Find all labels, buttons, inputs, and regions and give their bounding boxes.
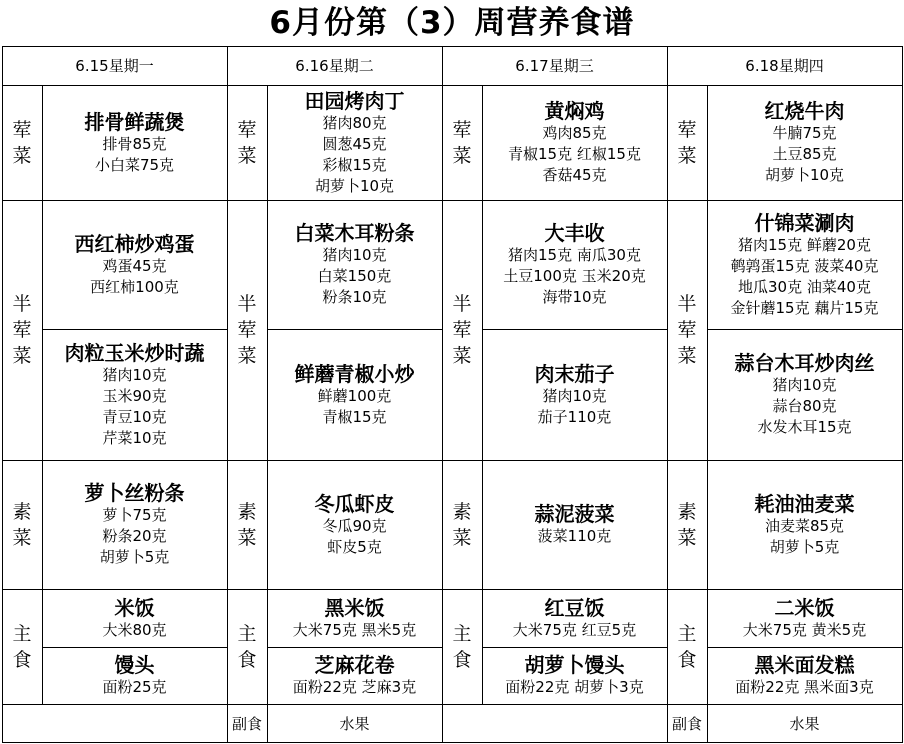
dish-cell — [707, 200, 902, 329]
dish-name: 二米饭 — [774, 595, 835, 620]
ingredient: 猪肉10克 — [102, 365, 167, 384]
category-label — [2, 85, 42, 200]
ingredient: 胡萝卜5克 — [769, 537, 840, 556]
ingredient: 青椒15克 红椒15克 — [508, 145, 641, 163]
ingredient: 猪肉10克 — [542, 386, 607, 405]
dish-name: 白菜木耳粉条 — [294, 221, 415, 245]
ingredient: 萝卜75克 — [102, 506, 167, 524]
dish-cell — [267, 589, 442, 647]
ingredient: 牛腩75克 — [772, 124, 837, 142]
ingredient: 鸡蛋45克 — [102, 256, 167, 275]
dish-cell — [482, 460, 667, 589]
dish-name: 红豆饭 — [544, 595, 605, 620]
dish-name: 冬瓜虾皮 — [314, 491, 395, 516]
category-char: 荤 — [452, 118, 472, 141]
ingredient: 土豆85克 — [772, 145, 837, 163]
category-char: 菜 — [452, 144, 472, 167]
dish-name: 肉粒玉米炒时蔬 — [64, 340, 205, 365]
category-char: 菜 — [677, 526, 697, 549]
dish-name: 大丰收 — [544, 221, 605, 245]
ingredient: 面粉22克 黑米面3克 — [735, 678, 874, 696]
ingredient: 青椒15克 — [322, 407, 387, 426]
dish-cell — [42, 329, 227, 460]
side-label — [667, 704, 707, 742]
category-char: 菜 — [12, 345, 32, 367]
day-header — [442, 46, 667, 85]
ingredient: 面粉22克 胡萝卜3克 — [505, 678, 644, 696]
day-label: 6.16星期二 — [295, 57, 374, 75]
ingredient: 白菜150克 — [317, 267, 392, 285]
category-label — [227, 85, 267, 200]
ingredient: 猪肉80克 — [322, 113, 387, 132]
dish-cell — [482, 85, 667, 200]
ingredient: 彩椒15克 — [322, 155, 387, 174]
dish-name: 萝卜丝粉条 — [84, 481, 185, 505]
category-char: 荤 — [237, 319, 257, 341]
dish-cell — [707, 647, 902, 704]
ingredient: 排骨85克 — [102, 134, 167, 153]
dish-name: 米饭 — [114, 595, 155, 620]
dish-cell — [42, 589, 227, 647]
ingredient: 鲜蘑100克 — [317, 386, 392, 405]
dish-cell — [707, 589, 902, 647]
category-char: 荤 — [677, 118, 697, 141]
side-label-text: 副食 — [671, 714, 702, 733]
dish-cell — [267, 200, 442, 329]
category-char: 半 — [237, 293, 257, 315]
dish-cell — [42, 460, 227, 589]
day-header — [667, 46, 902, 85]
category-label — [442, 460, 482, 589]
category-char: 菜 — [677, 345, 697, 367]
dish-name: 鲜蘑青椒小炒 — [294, 361, 415, 386]
category-char: 主 — [237, 622, 257, 645]
ingredient: 鸡肉85克 — [542, 124, 607, 142]
dish-name: 胡萝卜馒头 — [524, 653, 625, 677]
dish-cell — [267, 647, 442, 704]
dish-name: 芝麻花卷 — [314, 653, 395, 677]
dish-name: 排骨鲜蔬煲 — [84, 109, 185, 134]
ingredient: 大米75克 黄米5克 — [742, 620, 867, 639]
category-char: 食 — [12, 648, 32, 671]
category-char: 菜 — [237, 144, 257, 167]
category-char: 素 — [452, 500, 472, 523]
side-label — [227, 704, 267, 742]
category-char: 半 — [677, 293, 697, 315]
ingredient: 芹菜10克 — [102, 428, 167, 447]
dish-name: 黄焖鸡 — [544, 99, 605, 123]
category-char: 荤 — [12, 118, 32, 141]
ingredient: 面粉25克 — [102, 678, 167, 696]
ingredient: 猪肉10克 — [322, 246, 387, 264]
page-title: 6月份第（3）周营养食谱 — [269, 5, 635, 41]
category-label — [227, 589, 267, 704]
dish-cell — [482, 329, 667, 460]
ingredient: 小白菜75克 — [94, 155, 175, 174]
category-char: 荤 — [677, 319, 697, 341]
fruit-cell — [707, 704, 902, 742]
ingredient: 胡萝卜10克 — [314, 176, 395, 195]
dish-name: 耗油油麦菜 — [754, 491, 855, 516]
dish-cell — [267, 85, 442, 200]
category-char: 素 — [12, 500, 32, 523]
dish-name: 红烧牛肉 — [764, 99, 845, 123]
ingredient: 水发木耳15克 — [757, 418, 852, 436]
fruit-label: 水果 — [339, 714, 370, 733]
category-label — [2, 589, 42, 704]
ingredient: 青豆10克 — [102, 407, 167, 426]
category-char: 主 — [12, 622, 32, 645]
ingredient: 菠菜110克 — [537, 527, 612, 545]
dish-name: 肉末茄子 — [534, 361, 615, 386]
ingredient: 蒜台80克 — [772, 397, 837, 415]
ingredient: 西红柿100克 — [90, 277, 179, 296]
ingredient: 玉米90克 — [102, 386, 167, 405]
dish-name: 蒜泥菠菜 — [534, 502, 615, 526]
category-char: 菜 — [12, 526, 32, 549]
category-char: 主 — [677, 622, 697, 645]
dish-cell — [707, 460, 902, 589]
category-char: 菜 — [452, 345, 472, 367]
category-label — [442, 85, 482, 200]
dish-name: 西红柿炒鸡蛋 — [74, 231, 195, 256]
ingredient: 粉条10克 — [322, 288, 387, 306]
category-label — [667, 460, 707, 589]
category-char: 主 — [452, 622, 472, 645]
dish-name: 蒜台木耳炒肉丝 — [734, 351, 875, 375]
dish-name: 田园烤肉丁 — [304, 88, 405, 113]
dish-cell — [707, 329, 902, 460]
category-char: 菜 — [677, 144, 697, 167]
ingredient: 金针蘑15克 藕片15克 — [730, 298, 879, 317]
category-label — [667, 85, 707, 200]
table-border-right — [902, 46, 903, 743]
category-label — [442, 589, 482, 704]
ingredient: 胡萝卜5克 — [99, 548, 170, 566]
ingredient: 猪肉10克 — [772, 376, 837, 394]
ingredient: 香菇45克 — [542, 166, 607, 184]
ingredient: 胡萝卜10克 — [764, 166, 845, 184]
category-char: 食 — [677, 648, 697, 671]
ingredient: 土豆100克 玉米20克 — [503, 267, 646, 285]
category-char: 素 — [677, 500, 697, 523]
dish-cell — [42, 647, 227, 704]
category-char: 菜 — [237, 345, 257, 367]
ingredient: 油麦菜85克 — [764, 516, 845, 535]
dish-cell — [482, 200, 667, 329]
category-char: 食 — [237, 648, 257, 671]
category-char: 食 — [452, 648, 472, 671]
fruit-cell — [267, 704, 442, 742]
side-label-text: 副食 — [231, 714, 262, 733]
day-label: 6.15星期一 — [75, 57, 154, 75]
category-label — [442, 200, 482, 460]
category-label — [227, 200, 267, 460]
category-char: 半 — [12, 293, 32, 315]
ingredient: 大米80克 — [102, 620, 167, 639]
ingredient: 圆葱45克 — [322, 134, 387, 153]
category-char: 荤 — [237, 118, 257, 141]
dish-name: 什锦菜涮肉 — [754, 210, 855, 235]
category-char: 荤 — [12, 319, 32, 341]
ingredient: 大米75克 黑米5克 — [292, 620, 417, 639]
day-label: 6.18星期四 — [745, 57, 824, 75]
dish-cell — [267, 329, 442, 460]
ingredient: 冬瓜90克 — [322, 516, 387, 535]
dish-cell — [42, 85, 227, 200]
category-label — [227, 460, 267, 589]
ingredient: 大米75克 红豆5克 — [512, 620, 637, 639]
fruit-label: 水果 — [789, 714, 820, 733]
category-char: 菜 — [237, 526, 257, 549]
dish-name: 馒头 — [114, 653, 155, 677]
dish-cell — [267, 460, 442, 589]
ingredient: 鹌鹑蛋15克 菠菜40克 — [730, 256, 879, 275]
table-border-bottom — [2, 742, 902, 743]
ingredient: 猪肉15克 鲜蘑20克 — [738, 235, 871, 254]
ingredient: 海带10克 — [542, 288, 607, 306]
dish-cell — [42, 200, 227, 329]
category-char: 半 — [452, 293, 472, 315]
dish-cell — [707, 85, 902, 200]
ingredient: 粉条20克 — [102, 527, 167, 545]
ingredient: 虾皮5克 — [327, 537, 382, 556]
category-label — [667, 589, 707, 704]
ingredient: 猪肉15克 南瓜30克 — [508, 246, 641, 264]
category-label — [667, 200, 707, 460]
day-header — [2, 46, 227, 85]
category-label — [2, 460, 42, 589]
category-char: 菜 — [12, 144, 32, 167]
dish-name: 黑米面发糕 — [754, 653, 855, 677]
day-label: 6.17星期三 — [515, 57, 594, 75]
day-header — [227, 46, 442, 85]
category-char: 菜 — [452, 526, 472, 549]
category-char: 素 — [237, 500, 257, 523]
dish-name: 黑米饭 — [324, 595, 385, 620]
ingredient: 面粉22克 芝麻3克 — [292, 678, 417, 696]
category-char: 荤 — [452, 319, 472, 341]
ingredient: 茄子110克 — [537, 407, 612, 426]
dish-cell — [482, 647, 667, 704]
category-label — [2, 200, 42, 460]
dish-cell — [482, 589, 667, 647]
ingredient: 地瓜30克 油菜40克 — [738, 277, 871, 296]
